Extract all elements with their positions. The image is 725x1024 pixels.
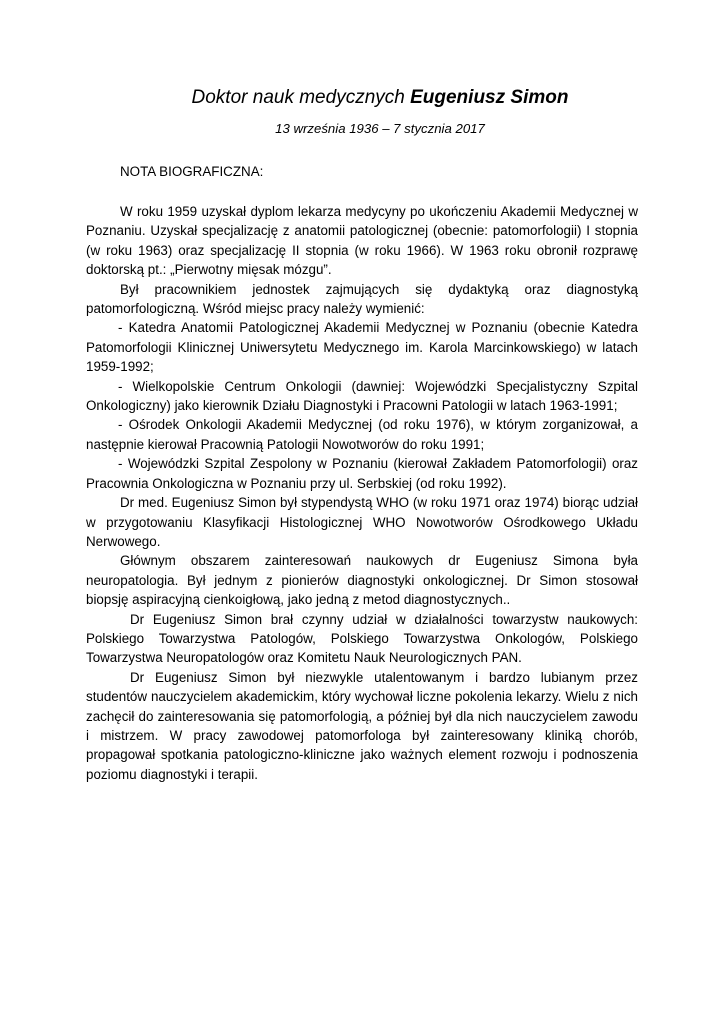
list-item-katedra: - Katedra Anatomii Patologicznej Akademii Medycznej w Poznaniu (obecnie Katedra Patomorfologii Klinicznej Uniwersytetu Medycznego im. Karola Marcinkowskiego) w latach 1959-1992;	[86, 320, 638, 375]
paragraph-societies: Dr Eugeniusz Simon brał czynny udział w działalności towarzystw naukowych: Polskiego Towarzystwa Patologów, Polskiego Towarzystwa Onkologów, Polskiego Towarzystwa Neuropatologów oraz Komitetu Nauk Neurologicznych PAN.	[86, 611, 638, 666]
list-item-osrodek: - Ośrodek Onkologii Akademii Medycznej (od roku 1976), w którym zorganizował, a następnie kierował Pracownią Patologii Nowotworów do roku 1991;	[86, 417, 638, 452]
section-heading: NOTA BIOGRAFICZNA:	[120, 164, 264, 179]
life-dates: 13 września 1936 – 7 stycznia 2017	[275, 121, 485, 136]
document-title	[0, 86, 725, 110]
title-name: Eugeniusz Simon	[410, 87, 569, 108]
paragraph-teaching: Dr Eugeniusz Simon był niezwykle utalentowanym i bardzo lubianym przez studentów nauczycielem akademickim, który wychował liczne pokolenia lekarzy. Wielu z nich zachęcił do zainteresowania się patomorfologią, a później był dla nich nauczycielem zawodu i mistrzem. W pracy zawodowej patomorfologa był zainteresowany kliniką chorób, propagował spotkania patologiczno-kliniczne jako ważnych element rozwoju i podnoszenia poziomu diagnostyki i terapii.	[86, 669, 638, 782]
title-prefix: Doktor nauk medycznych	[191, 87, 411, 108]
list-item-wco: - Wielkopolskie Centrum Onkologii (dawniej: Wojewódzki Specjalistyczny Szpital Onkologiczny) jako kierownik Działu Diagnostyki i Pracowni Patologii w latach 1963-1991;	[86, 378, 638, 414]
list-item-szpital: - Wojewódzki Szpital Zespolony w Poznaniu (kierował Zakładem Patomorfologii) oraz Pracownia Onkologiczna w Poznaniu przy ul. Serbskiej (od roku 1992).	[86, 456, 638, 491]
paragraph-research: Głównym obszarem zainteresowań naukowych dr Eugeniusz Simona była neuropatologia. Był jednym z pionierów diagnostyki onkologicznej. Dr Simon stosował biopsję aspiracyjną cienkoigłową, jako jedną z metod diagnostycznych..	[86, 553, 638, 608]
paragraph-employment-intro: Był pracownikiem jednostek zajmujących się dydaktyką oraz diagnostyką patomorfologiczną. Wśród miejsc pracy należy wymienić:	[86, 281, 638, 317]
paragraph-who: Dr med. Eugeniusz Simon był stypendystą WHO (w roku 1971 oraz 1974) biorąc udział w przygotowaniu Klasyfikacji Histologicznej WHO Nowotworów Ośrodkowego Układu Nerwowego.	[86, 495, 638, 549]
biography-body	[86, 202, 638, 784]
paragraph-education: W roku 1959 uzyskał dyplom lekarza medycyny po ukończeniu Akademii Medycznej w Poznaniu. Uzyskał specjalizację z anatomii patologicznej (obecnie: patomorfologii) I stopnia (w roku 1963) oraz specjalizację II stopnia (w roku 1966). W 1963 roku obronił rozprawę doktorską pt.: „Pierwotny mięsak mózgu”.	[86, 204, 638, 278]
